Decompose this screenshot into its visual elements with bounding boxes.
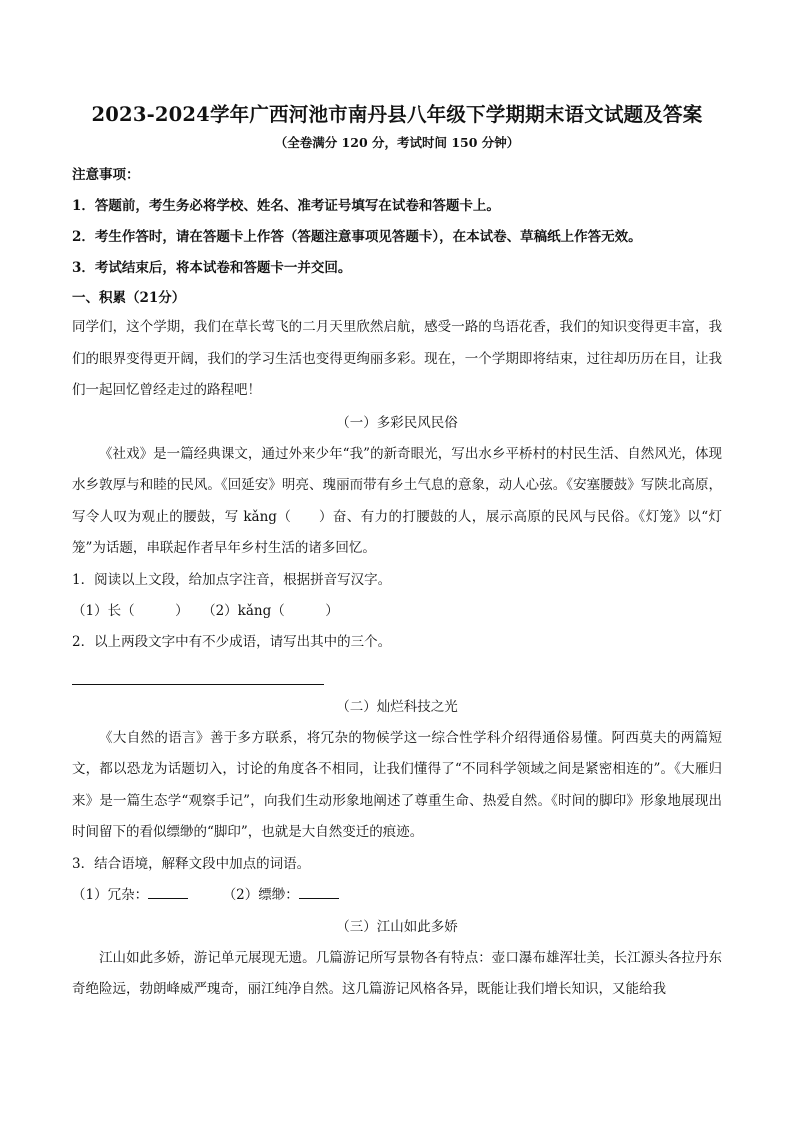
notice-item-1: 1．答题前，考生务必将学校、姓名、准考证号填写在试卷和答题卡上。	[72, 198, 500, 214]
question-1-items: （1）长（ ） （2）kǎng（ ）	[72, 602, 339, 619]
notice-heading: 注意事项：	[72, 167, 140, 183]
question-2: 2．以上两段文字中有不少成语，请写出其中的三个。	[72, 633, 392, 650]
exam-page	[72, 100, 722, 1006]
answer-blank-2[interactable]	[299, 886, 339, 899]
part1-paragraph: 《社戏》是一篇经典课文，通过外来少年“我”的新奇眼光，写出水乡平桥村的村民生活、自然风光，体现水乡敦厚与和睦的民风。《回延安》明亮、瑰丽而带有乡土气息的意象，动人心弦。《安塞腰鼓》写陕北高原，写令人叹为观止的腰鼓，写 kǎng（ ）奋、有力的打腰鼓的人，展示高原的民风与民俗。《灯笼》以“灯笼”为话题，串联起作者早年乡村生活的诸多回忆。	[72, 445, 722, 556]
question-1: 1．阅读以上文段，给加点字注音，根据拼音写汉字。	[72, 571, 392, 588]
part2-title: （二）灿烂科技之光	[336, 698, 458, 715]
section-heading-accumulation: 一、积累（21分）	[72, 290, 186, 306]
question-3-item-2: （2）缥缈：	[222, 886, 299, 903]
answer-line[interactable]	[72, 658, 324, 685]
exam-title: 2023-2024学年广西河池市南丹县八年级下学期期末语文试题及答案	[91, 103, 703, 126]
part1-title: （一）多彩民风民俗	[336, 414, 458, 431]
question-3-items	[72, 880, 722, 911]
answer-blank-1[interactable]	[148, 886, 188, 899]
part2-paragraph: 《大自然的语言》善于多方联系，将冗杂的物候学这一综合性学科介绍得通俗易懂。阿西莫夫的两篇短文，都以恐龙为话题切入，讨论的角度各不相同，让我们懂得了“不同科学领域之间是紧密相连的”。《大雁归来》是一篇生态学“观察手记”，向我们生动形象地阐述了尊重生命、热爱自然。《时间的脚印》形象地展现出时间留下的看似缥缈的“脚印”，也就是大自然变迁的痕迹。	[72, 729, 722, 840]
intro-paragraph: 同学们，这个学期，我们在草长莺飞的二月天里欣然启航，感受一路的鸟语花香，我们的知识变得更丰富，我们的眼界变得更开阔，我们的学习生活也变得更绚丽多彩。现在，一个学期即将结束，过往却历历在目，让我们一起回忆曾经走过的路程吧！	[72, 319, 722, 398]
part3-paragraph: 江山如此多娇，游记单元展现无遗。几篇游记所写景物各有特点：壶口瀑布雄浑壮美，长江源头各拉丹东奇绝险远，勃朗峰威严瑰奇，丽江纯净自然。这几篇游记风格各异，既能让我们增长知识，又能给我	[72, 949, 722, 997]
notice-item-3: 3．考试结束后，将本试卷和答题卡一并交回。	[72, 260, 352, 276]
question-3: 3．结合语境，解释文段中加点的词语。	[72, 855, 311, 872]
question-3-item-1: （1）冗杂：	[72, 886, 149, 903]
part3-title: （三）江山如此多娇	[336, 918, 458, 935]
notice-item-2: 2．考生作答时，请在答题卡上作答（答题注意事项见答题卡），在本试卷、草稿纸上作答无效。	[72, 229, 642, 245]
exam-subtitle: （全卷满分 120 分，考试时间 150 分钟）	[274, 135, 520, 150]
